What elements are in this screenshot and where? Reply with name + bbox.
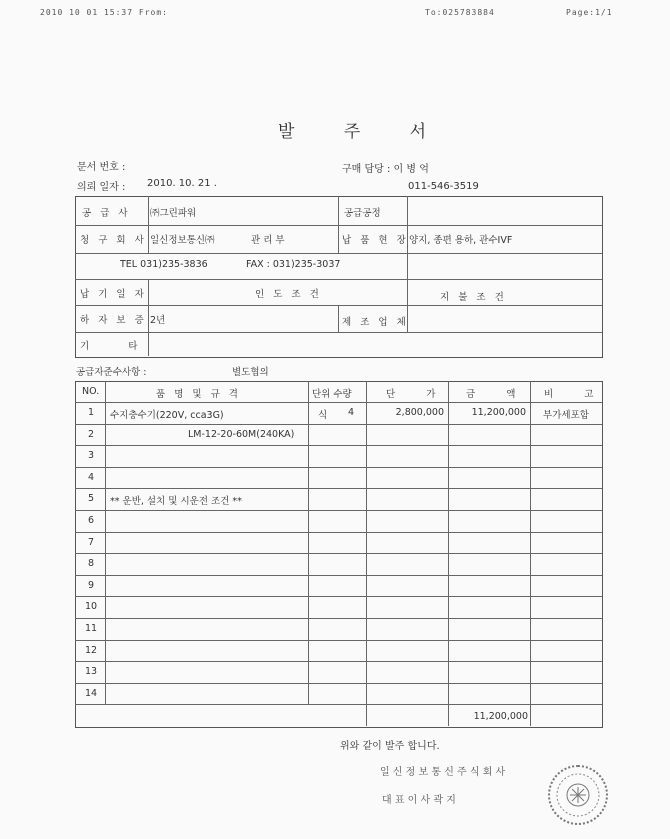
warranty-value: 2년 bbox=[150, 315, 166, 326]
row-amount: 11,200,000 bbox=[471, 407, 526, 418]
fax-page: Page:1/1 bbox=[566, 8, 613, 17]
header-no: NO. bbox=[82, 386, 100, 397]
header-unit-price: 단 가 bbox=[386, 389, 450, 400]
etc-label: 기 타 bbox=[80, 341, 156, 352]
buyer-label: 구매 담당 : 이 병 억 bbox=[342, 164, 429, 175]
tel-number: TEL 031)235-3836 bbox=[120, 259, 208, 270]
header-note: 비 고 bbox=[544, 389, 608, 400]
row-no: 3 bbox=[87, 450, 95, 461]
buyer-phone: 011-546-3519 bbox=[408, 181, 479, 192]
due-date-label: 납 기 일 자 bbox=[80, 289, 147, 300]
row-no: 4 bbox=[87, 472, 95, 483]
delivery-site-value: 양지, 종편 용하, 관수IVF bbox=[409, 235, 513, 246]
header-unit-qty: 단위 수량 bbox=[312, 389, 352, 400]
ceo-name: 대 표 이 사 곽 지 bbox=[382, 795, 456, 806]
row-no: 13 bbox=[84, 666, 98, 677]
warranty-label: 하 자 보 증 bbox=[80, 315, 147, 326]
fax-datetime: 2010 10 01 15:37 From: bbox=[40, 8, 168, 17]
supplier-label: 공 급 사 bbox=[82, 208, 131, 219]
row-no: 7 bbox=[87, 537, 95, 548]
supplier-compliance-value: 별도협의 bbox=[232, 367, 269, 378]
billing-company-label: 청 구 회 사 bbox=[80, 235, 147, 246]
delivery-condition-label: 인 도 조 건 bbox=[255, 289, 322, 300]
row-no: 11 bbox=[84, 623, 98, 634]
row-unit: 식 bbox=[318, 410, 328, 421]
table-row-divider bbox=[75, 596, 602, 597]
row-item: LM-12-20-60M(240KA) bbox=[188, 429, 295, 440]
supply-process-label: 공급공정 bbox=[344, 208, 381, 219]
row-no: 1 bbox=[87, 407, 95, 418]
request-date-value: 2010. 10. 21 . bbox=[147, 178, 217, 189]
fax-number: FAX : 031)235-3037 bbox=[246, 259, 341, 270]
info-block bbox=[75, 196, 603, 358]
request-date-label: 의뢰 일자 : bbox=[77, 182, 126, 193]
order-statement: 위와 같이 발주 합니다. bbox=[340, 741, 440, 752]
row-item: ** 운반, 설치 및 시운전 조건 ** bbox=[110, 496, 242, 507]
row-no: 10 bbox=[84, 601, 98, 612]
table-row-divider bbox=[75, 661, 602, 662]
supplier-value: ㈜그린파워 bbox=[150, 208, 197, 219]
row-note: 부가세포함 bbox=[543, 410, 589, 421]
table-row-divider bbox=[75, 424, 602, 425]
row-qty: 4 bbox=[348, 407, 355, 418]
header-item: 품 명 및 규 격 bbox=[156, 389, 241, 400]
manufacturer-label: 제 조 업 체 bbox=[342, 317, 409, 328]
row-no: 8 bbox=[87, 558, 95, 569]
company-seal bbox=[548, 765, 608, 825]
row-no: 14 bbox=[84, 688, 98, 699]
row-no: 12 bbox=[84, 645, 98, 656]
row-item: 수지충수기(220V, cca3G) bbox=[110, 410, 224, 421]
document-title: 발 주 서 bbox=[278, 122, 449, 142]
table-row-divider bbox=[75, 618, 602, 619]
table-row-divider bbox=[75, 640, 602, 641]
table-row-divider bbox=[75, 510, 602, 511]
table-row-divider bbox=[75, 532, 602, 533]
payment-condition-label: 지 불 조 건 bbox=[440, 292, 507, 303]
billing-department: 관 리 부 bbox=[251, 235, 285, 246]
supplier-compliance-label: 공급자준수사항 : bbox=[76, 367, 147, 378]
table-row-divider bbox=[75, 553, 602, 554]
row-no: 2 bbox=[87, 429, 95, 440]
table-row-divider bbox=[75, 575, 602, 576]
row-no: 9 bbox=[87, 580, 95, 591]
row-no: 6 bbox=[87, 515, 95, 526]
total-amount: 11,200,000 bbox=[473, 711, 528, 722]
company-name: 일 신 정 보 통 신 주 식 회 사 bbox=[380, 767, 506, 778]
doc-number-label: 문서 번호 : bbox=[77, 162, 126, 173]
header-amount: 금 액 bbox=[466, 389, 530, 400]
table-row-divider bbox=[75, 445, 602, 446]
table-row-divider bbox=[75, 683, 602, 684]
delivery-site-label: 납 품 현 장 bbox=[342, 235, 409, 246]
items-table bbox=[75, 381, 603, 728]
billing-company-value: 일신정보통신㈜ bbox=[150, 235, 215, 246]
seal-graphic bbox=[550, 767, 606, 823]
row-price: 2,800,000 bbox=[395, 407, 444, 418]
table-row-divider bbox=[75, 488, 602, 489]
fax-recipient: To:025783884 bbox=[425, 8, 495, 17]
row-no: 5 bbox=[87, 493, 95, 504]
table-row-divider bbox=[75, 467, 602, 468]
